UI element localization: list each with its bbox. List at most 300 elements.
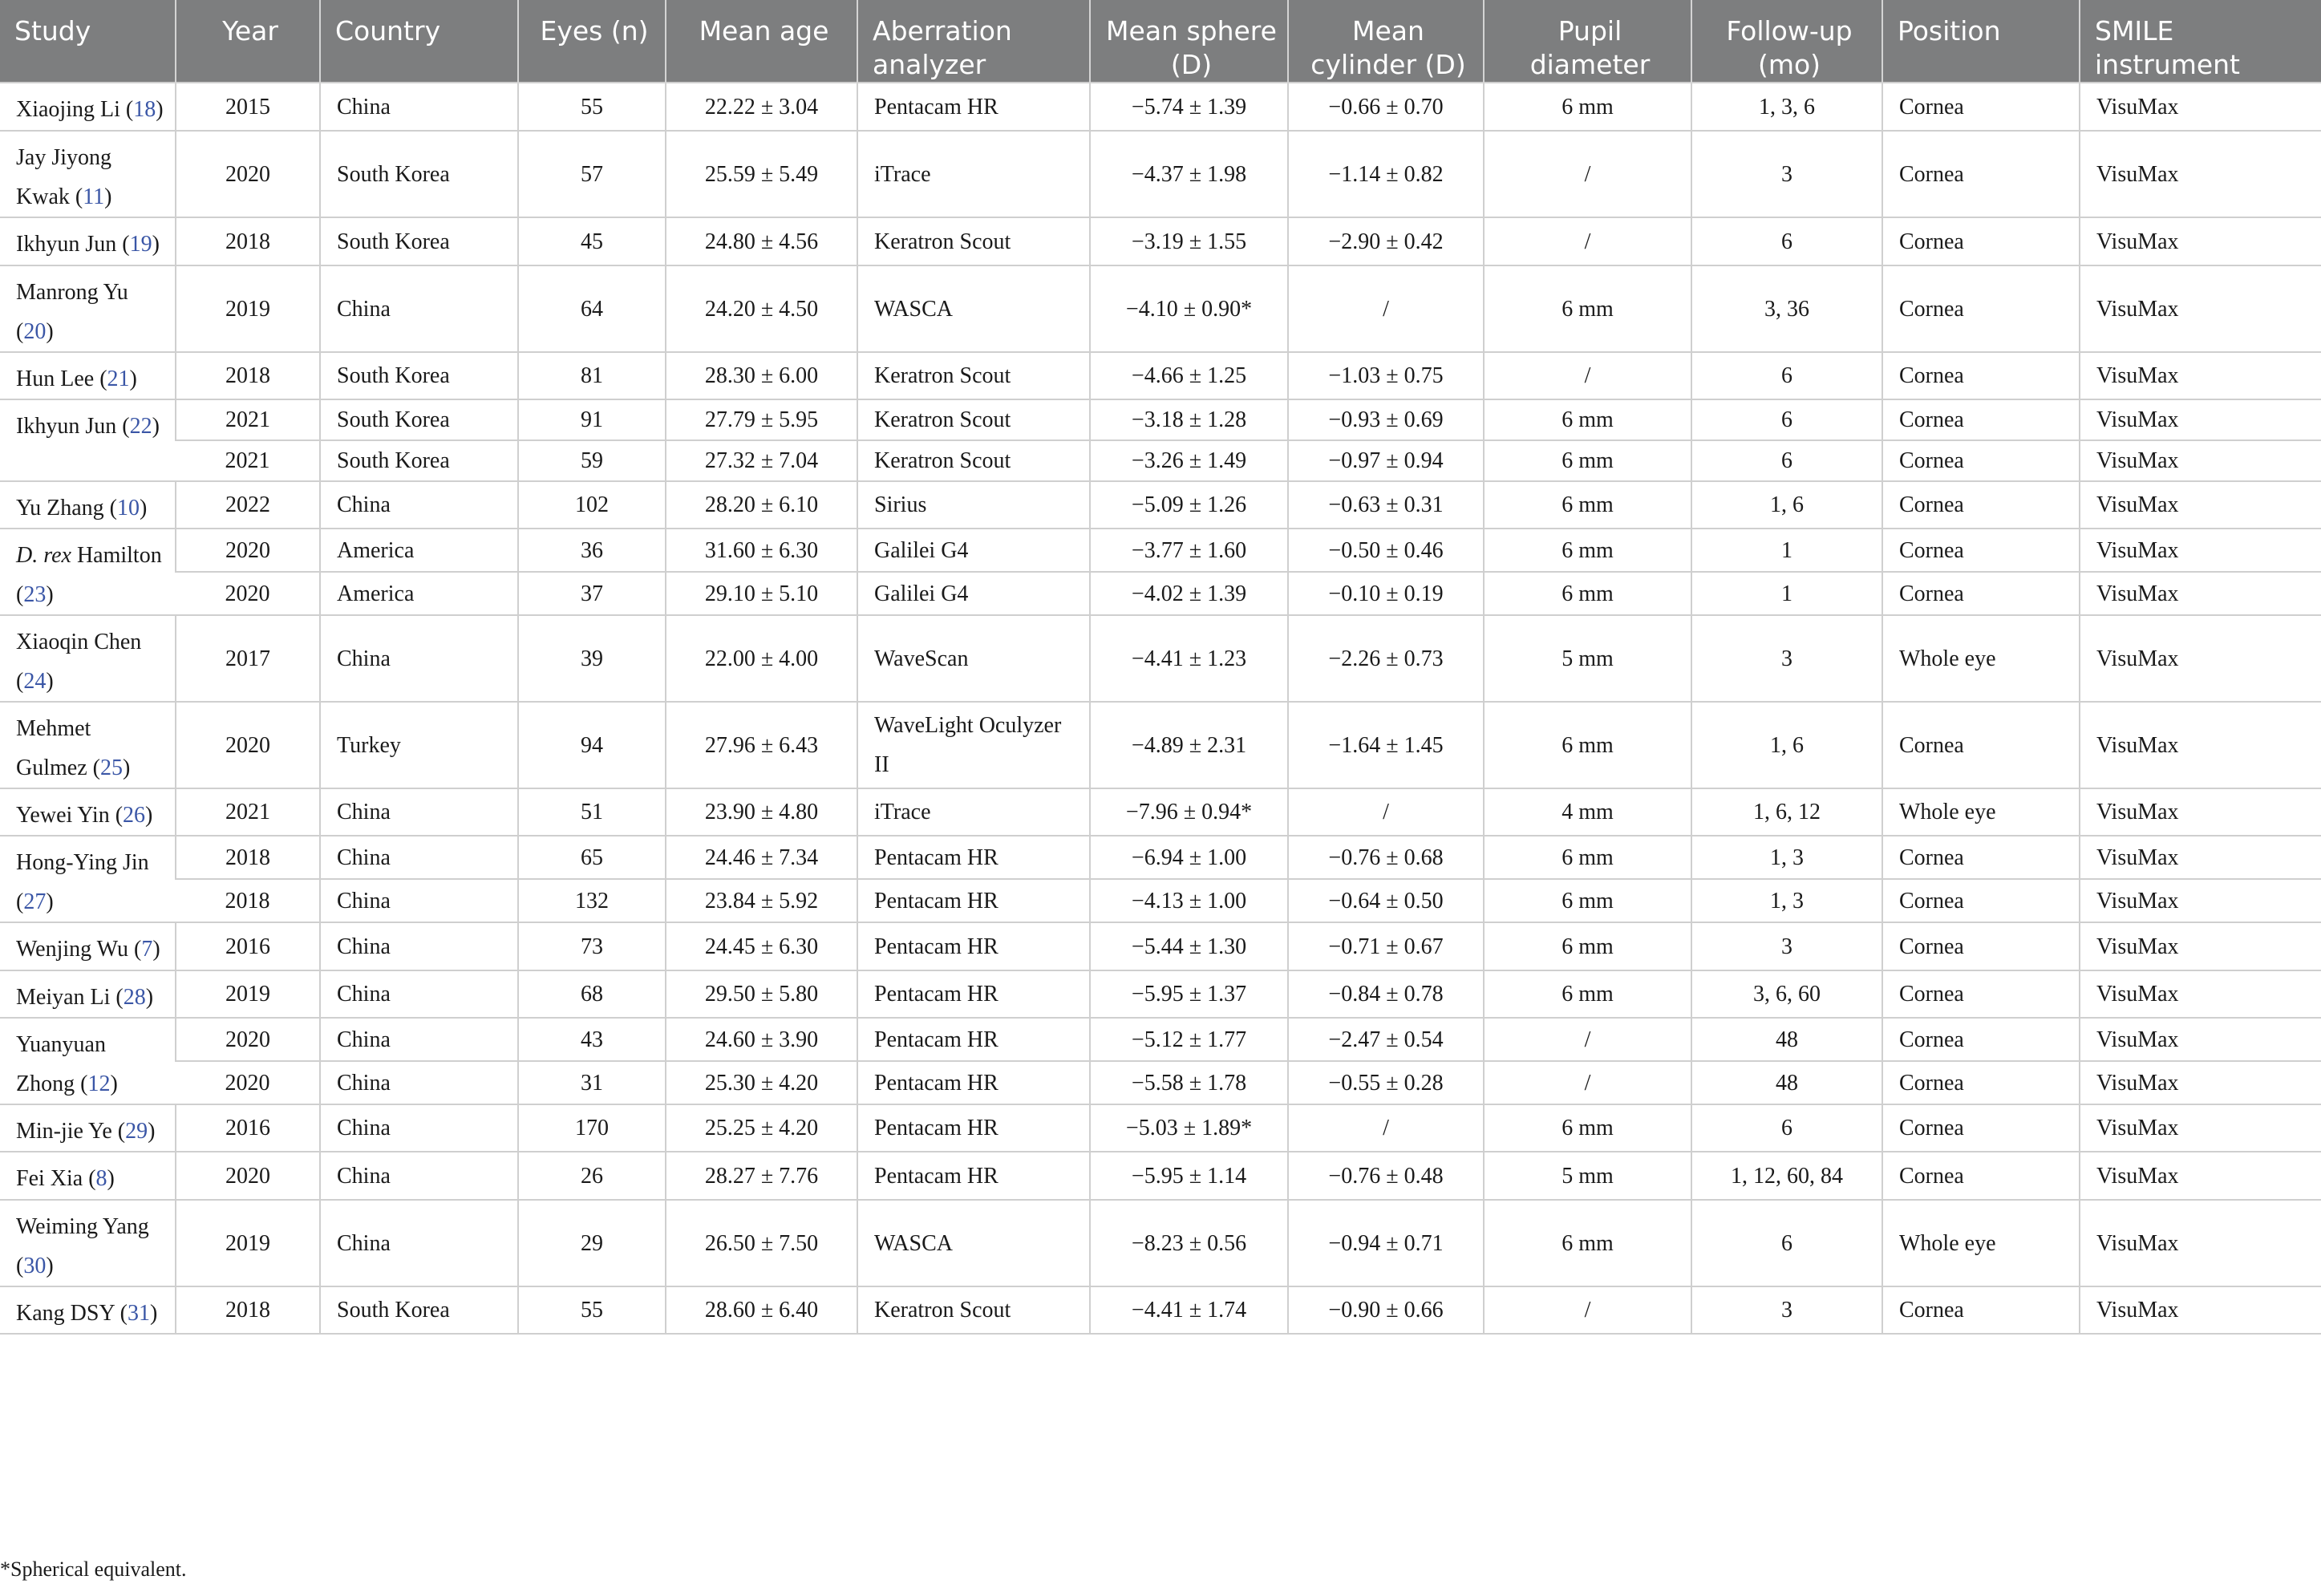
eyes-cell: 37 [518, 572, 666, 615]
study-author: Kang DSY [16, 1301, 115, 1326]
analyzer-cell: Pentacam HR [857, 922, 1090, 970]
sphere-cell: −7.96 ± 0.94* [1090, 788, 1288, 836]
followup-cell: 6 [1691, 399, 1882, 440]
pupil-cell: 5 mm [1484, 615, 1691, 702]
followup-cell: 1, 6, 12 [1691, 788, 1882, 836]
cylinder-cell: −1.14 ± 0.82 [1288, 131, 1484, 217]
year-cell: 2022 [176, 481, 320, 529]
followup-cell: 1, 3 [1691, 879, 1882, 922]
sphere-cell: −4.13 ± 1.00 [1090, 879, 1288, 922]
cylinder-cell: −0.66 ± 0.70 [1288, 83, 1484, 131]
eyes-cell: 43 [518, 1018, 666, 1061]
study-cell: Ikhyun Jun (19) [0, 217, 176, 265]
col-header-position: Position [1882, 0, 2080, 83]
pupil-cell: / [1484, 217, 1691, 265]
country-cell: South Korea [320, 131, 518, 217]
followup-cell: 1, 6 [1691, 481, 1882, 529]
instrument-cell: VisuMax [2080, 1152, 2321, 1200]
eyes-cell: 64 [518, 265, 666, 352]
year-cell: 2020 [176, 1152, 320, 1200]
study-author-prefix: D. rex [16, 543, 71, 568]
cylinder-cell: −0.93 ± 0.69 [1288, 399, 1484, 440]
table-row [0, 922, 2321, 970]
age-cell: 24.80 ± 4.56 [666, 217, 857, 265]
study-cell: Yu Zhang (10) [0, 481, 176, 529]
reference-link[interactable]: 12 [87, 1071, 111, 1096]
position-cell: Cornea [1882, 481, 2080, 529]
analyzer-cell: Pentacam HR [857, 83, 1090, 131]
year-cell: 2015 [176, 83, 320, 131]
cylinder-cell: −0.84 ± 0.78 [1288, 970, 1484, 1018]
table-row [0, 1152, 2321, 1200]
table-row [0, 481, 2321, 529]
country-cell: South Korea [320, 440, 518, 481]
position-cell: Whole eye [1882, 1200, 2080, 1286]
sphere-cell: −4.41 ± 1.23 [1090, 615, 1288, 702]
pupil-cell: 6 mm [1484, 922, 1691, 970]
study-author: Xiaoqin Chen [16, 630, 142, 654]
analyzer-cell: WaveLight Oculyzer II [857, 702, 1090, 788]
eyes-cell: 29 [518, 1200, 666, 1286]
eyes-cell: 81 [518, 352, 666, 399]
analyzer-cell: Pentacam HR [857, 1018, 1090, 1061]
study-cell: Wenjing Wu (7) [0, 922, 176, 970]
position-cell: Whole eye [1882, 615, 2080, 702]
year-cell: 2018 [176, 1286, 320, 1334]
country-cell: South Korea [320, 217, 518, 265]
instrument-cell: VisuMax [2080, 572, 2321, 615]
table-row [0, 572, 2321, 615]
analyzer-cell: Sirius [857, 481, 1090, 529]
sphere-cell: −5.95 ± 1.37 [1090, 970, 1288, 1018]
instrument-cell: VisuMax [2080, 836, 2321, 879]
country-cell: South Korea [320, 1286, 518, 1334]
country-cell: China [320, 879, 518, 922]
followup-cell: 1 [1691, 572, 1882, 615]
country-cell: South Korea [320, 352, 518, 399]
table-row [0, 1018, 2321, 1061]
study-author: Yu Zhang [16, 496, 104, 521]
year-cell: 2018 [176, 836, 320, 879]
table-row [0, 1286, 2321, 1334]
cylinder-cell: −1.03 ± 0.75 [1288, 352, 1484, 399]
cylinder-cell: −0.97 ± 0.94 [1288, 440, 1484, 481]
table-row [0, 1061, 2321, 1104]
instrument-cell: VisuMax [2080, 481, 2321, 529]
followup-cell: 3 [1691, 615, 1882, 702]
year-cell: 2021 [176, 399, 320, 440]
study-cell: Xiaojing Li (18) [0, 83, 176, 131]
table-row [0, 131, 2321, 217]
eyes-cell: 73 [518, 922, 666, 970]
instrument-cell: VisuMax [2080, 1286, 2321, 1334]
reference-link[interactable]: 28 [123, 985, 146, 1010]
instrument-cell: VisuMax [2080, 217, 2321, 265]
pupil-cell: 6 mm [1484, 83, 1691, 131]
sphere-cell: −3.18 ± 1.28 [1090, 399, 1288, 440]
eyes-cell: 57 [518, 131, 666, 217]
position-cell: Cornea [1882, 399, 2080, 440]
year-cell: 2020 [176, 131, 320, 217]
reference-link[interactable]: 24 [23, 669, 47, 694]
study-author: Hong-Ying Jin [16, 850, 149, 875]
col-header-mean-age: Mean age [666, 0, 857, 83]
pupil-cell: 6 mm [1484, 399, 1691, 440]
table-row [0, 836, 2321, 879]
footnote: *Spherical equivalent. [0, 1558, 187, 1581]
sphere-cell: −3.77 ± 1.60 [1090, 529, 1288, 572]
eyes-cell: 45 [518, 217, 666, 265]
pupil-cell: 4 mm [1484, 788, 1691, 836]
pupil-cell: 6 mm [1484, 1104, 1691, 1152]
position-cell: Cornea [1882, 922, 2080, 970]
study-author: Ikhyun Jun [16, 414, 117, 439]
followup-cell: 1, 12, 60, 84 [1691, 1152, 1882, 1200]
analyzer-cell: WaveScan [857, 615, 1090, 702]
study-author: Hamilton [76, 543, 162, 568]
reference-link[interactable]: 20 [23, 319, 47, 344]
country-cell: China [320, 1152, 518, 1200]
cylinder-cell: −1.64 ± 1.45 [1288, 702, 1484, 788]
country-cell: America [320, 572, 518, 615]
pupil-cell: / [1484, 1286, 1691, 1334]
analyzer-cell: WASCA [857, 265, 1090, 352]
instrument-cell: VisuMax [2080, 265, 2321, 352]
eyes-cell: 102 [518, 481, 666, 529]
reference-link[interactable]: 11 [83, 184, 105, 209]
cylinder-cell: / [1288, 265, 1484, 352]
pupil-cell: 6 mm [1484, 1200, 1691, 1286]
study-cell: Xiaoqin Chen (24) [0, 615, 176, 702]
position-cell: Cornea [1882, 217, 2080, 265]
age-cell: 25.30 ± 4.20 [666, 1061, 857, 1104]
age-cell: 28.60 ± 6.40 [666, 1286, 857, 1334]
instrument-cell: VisuMax [2080, 83, 2321, 131]
sphere-cell: −4.10 ± 0.90* [1090, 265, 1288, 352]
table-row [0, 440, 2321, 481]
analyzer-cell: iTrace [857, 788, 1090, 836]
year-cell: 2019 [176, 1200, 320, 1286]
table-row [0, 399, 2321, 440]
study-cell: Yuanyuan Zhong (12) [0, 1018, 176, 1104]
year-cell: 2018 [176, 352, 320, 399]
study-author: Ikhyun Jun [16, 232, 117, 257]
year-cell: 2016 [176, 1104, 320, 1152]
col-header-smile-instrument: SMILE instrument [2080, 0, 2321, 83]
age-cell: 31.60 ± 6.30 [666, 529, 857, 572]
age-cell: 25.25 ± 4.20 [666, 1104, 857, 1152]
country-cell: China [320, 83, 518, 131]
instrument-cell: VisuMax [2080, 1018, 2321, 1061]
table-row [0, 529, 2321, 572]
sphere-cell: −5.44 ± 1.30 [1090, 922, 1288, 970]
age-cell: 26.50 ± 7.50 [666, 1200, 857, 1286]
position-cell: Cornea [1882, 1018, 2080, 1061]
cylinder-cell: −0.64 ± 0.50 [1288, 879, 1484, 922]
position-cell: Cornea [1882, 265, 2080, 352]
reference-link[interactable]: 8 [95, 1166, 107, 1191]
reference-link[interactable]: 22 [129, 414, 152, 439]
followup-cell: 6 [1691, 1200, 1882, 1286]
col-header-follow-up: Follow-up (mo) [1691, 0, 1882, 83]
pupil-cell: 6 mm [1484, 879, 1691, 922]
year-cell: 2021 [176, 440, 320, 481]
followup-cell: 1 [1691, 529, 1882, 572]
reference-link[interactable]: 7 [141, 937, 153, 962]
sphere-cell: −3.19 ± 1.55 [1090, 217, 1288, 265]
study-cell: Kang DSY (31) [0, 1286, 176, 1334]
analyzer-cell: Pentacam HR [857, 1104, 1090, 1152]
table-row [0, 879, 2321, 922]
study-cell: Min-jie Ye (29) [0, 1104, 176, 1152]
position-cell: Cornea [1882, 529, 2080, 572]
study-cell: Hong-Ying Jin (27) [0, 836, 176, 922]
age-cell: 28.30 ± 6.00 [666, 352, 857, 399]
reference-link[interactable]: 31 [127, 1301, 150, 1326]
position-cell: Cornea [1882, 702, 2080, 788]
cylinder-cell: / [1288, 1104, 1484, 1152]
reference-link[interactable]: 25 [99, 755, 123, 780]
analyzer-cell: Pentacam HR [857, 1152, 1090, 1200]
instrument-cell: VisuMax [2080, 702, 2321, 788]
header-row [0, 0, 2321, 83]
country-cell: China [320, 1104, 518, 1152]
table-row [0, 352, 2321, 399]
country-cell: China [320, 1061, 518, 1104]
eyes-cell: 65 [518, 836, 666, 879]
pupil-cell: 6 mm [1484, 529, 1691, 572]
cylinder-cell: −0.76 ± 0.48 [1288, 1152, 1484, 1200]
study-author: Manrong Yu [16, 280, 128, 305]
pupil-cell: 6 mm [1484, 481, 1691, 529]
eyes-cell: 51 [518, 788, 666, 836]
sphere-cell: −5.12 ± 1.77 [1090, 1018, 1288, 1061]
country-cell: China [320, 615, 518, 702]
sphere-cell: −4.66 ± 1.25 [1090, 352, 1288, 399]
age-cell: 29.50 ± 5.80 [666, 970, 857, 1018]
age-cell: 22.00 ± 4.00 [666, 615, 857, 702]
country-cell: China [320, 1018, 518, 1061]
instrument-cell: VisuMax [2080, 529, 2321, 572]
col-header-eyes: Eyes (n) [518, 0, 666, 83]
pupil-cell: / [1484, 1018, 1691, 1061]
pupil-cell: 6 mm [1484, 702, 1691, 788]
analyzer-cell: Keratron Scout [857, 399, 1090, 440]
study-author: Yewei Yin [16, 803, 110, 828]
sphere-cell: −4.89 ± 2.31 [1090, 702, 1288, 788]
analyzer-cell: Keratron Scout [857, 1286, 1090, 1334]
instrument-cell: VisuMax [2080, 970, 2321, 1018]
sphere-cell: −4.02 ± 1.39 [1090, 572, 1288, 615]
eyes-cell: 91 [518, 399, 666, 440]
year-cell: 2020 [176, 572, 320, 615]
study-author: Meiyan Li [16, 985, 111, 1010]
eyes-cell: 132 [518, 879, 666, 922]
analyzer-cell: Keratron Scout [857, 217, 1090, 265]
instrument-cell: VisuMax [2080, 131, 2321, 217]
followup-cell: 1, 3 [1691, 836, 1882, 879]
followup-cell: 1, 6 [1691, 702, 1882, 788]
cylinder-cell: −0.94 ± 0.71 [1288, 1200, 1484, 1286]
age-cell: 27.79 ± 5.95 [666, 399, 857, 440]
instrument-cell: VisuMax [2080, 440, 2321, 481]
year-cell: 2020 [176, 1061, 320, 1104]
table-row [0, 1104, 2321, 1152]
table-row [0, 1200, 2321, 1286]
analyzer-cell: Keratron Scout [857, 440, 1090, 481]
age-cell: 24.46 ± 7.34 [666, 836, 857, 879]
country-cell: China [320, 481, 518, 529]
year-cell: 2020 [176, 702, 320, 788]
followup-cell: 48 [1691, 1061, 1882, 1104]
country-cell: China [320, 265, 518, 352]
analyzer-cell: Pentacam HR [857, 879, 1090, 922]
cylinder-cell: / [1288, 788, 1484, 836]
instrument-cell: VisuMax [2080, 615, 2321, 702]
analyzer-cell: Pentacam HR [857, 836, 1090, 879]
cylinder-cell: −2.90 ± 0.42 [1288, 217, 1484, 265]
instrument-cell: VisuMax [2080, 352, 2321, 399]
age-cell: 29.10 ± 5.10 [666, 572, 857, 615]
table-row [0, 83, 2321, 131]
age-cell: 22.22 ± 3.04 [666, 83, 857, 131]
table-row [0, 970, 2321, 1018]
study-author: Weiming Yang [16, 1214, 149, 1239]
position-cell: Cornea [1882, 836, 2080, 879]
followup-cell: 3 [1691, 922, 1882, 970]
age-cell: 27.32 ± 7.04 [666, 440, 857, 481]
col-header-mean-sphere: Mean sphere (D) [1090, 0, 1288, 83]
sphere-cell: −5.95 ± 1.14 [1090, 1152, 1288, 1200]
pupil-cell: 5 mm [1484, 1152, 1691, 1200]
country-cell: China [320, 836, 518, 879]
pupil-cell: 6 mm [1484, 265, 1691, 352]
position-cell: Cornea [1882, 83, 2080, 131]
table-body [0, 83, 2321, 1334]
year-cell: 2019 [176, 265, 320, 352]
followup-cell: 6 [1691, 352, 1882, 399]
year-cell: 2020 [176, 529, 320, 572]
eyes-cell: 26 [518, 1152, 666, 1200]
position-cell: Cornea [1882, 1104, 2080, 1152]
reference-link[interactable]: 10 [116, 496, 140, 521]
pupil-cell: / [1484, 352, 1691, 399]
age-cell: 24.20 ± 4.50 [666, 265, 857, 352]
followup-cell: 6 [1691, 217, 1882, 265]
year-cell: 2021 [176, 788, 320, 836]
sphere-cell: −8.23 ± 0.56 [1090, 1200, 1288, 1286]
cylinder-cell: −0.50 ± 0.46 [1288, 529, 1484, 572]
position-cell: Cornea [1882, 1152, 2080, 1200]
age-cell: 25.59 ± 5.49 [666, 131, 857, 217]
year-cell: 2019 [176, 970, 320, 1018]
position-cell: Cornea [1882, 879, 2080, 922]
cylinder-cell: −2.26 ± 0.73 [1288, 615, 1484, 702]
cylinder-cell: −0.10 ± 0.19 [1288, 572, 1484, 615]
age-cell: 28.20 ± 6.10 [666, 481, 857, 529]
reference-link[interactable]: 19 [129, 232, 152, 257]
study-cell: Jay Jiyong Kwak (11) [0, 131, 176, 217]
study-cell: Hun Lee (21) [0, 352, 176, 399]
instrument-cell: VisuMax [2080, 922, 2321, 970]
followup-cell: 3, 6, 60 [1691, 970, 1882, 1018]
eyes-cell: 31 [518, 1061, 666, 1104]
eyes-cell: 39 [518, 615, 666, 702]
instrument-cell: VisuMax [2080, 1200, 2321, 1286]
cylinder-cell: −2.47 ± 0.54 [1288, 1018, 1484, 1061]
sphere-cell: −5.58 ± 1.78 [1090, 1061, 1288, 1104]
position-cell: Cornea [1882, 572, 2080, 615]
country-cell: South Korea [320, 399, 518, 440]
study-author: Mehmet Gulmez [16, 716, 91, 780]
col-header-aberration-analyzer: Aberration analyzer [857, 0, 1090, 83]
instrument-cell: VisuMax [2080, 399, 2321, 440]
col-header-mean-cylinder: Mean cylinder (D) [1288, 0, 1484, 83]
country-cell: China [320, 922, 518, 970]
eyes-cell: 36 [518, 529, 666, 572]
reference-link[interactable]: 18 [133, 97, 156, 122]
instrument-cell: VisuMax [2080, 879, 2321, 922]
reference-link[interactable]: 26 [123, 803, 146, 828]
analyzer-cell: Galilei G4 [857, 572, 1090, 615]
analyzer-cell: iTrace [857, 131, 1090, 217]
cylinder-cell: −0.55 ± 0.28 [1288, 1061, 1484, 1104]
year-cell: 2016 [176, 922, 320, 970]
analyzer-cell: WASCA [857, 1200, 1090, 1286]
position-cell: Cornea [1882, 131, 2080, 217]
pupil-cell: 6 mm [1484, 572, 1691, 615]
country-cell: America [320, 529, 518, 572]
instrument-cell: VisuMax [2080, 1104, 2321, 1152]
eyes-cell: 170 [518, 1104, 666, 1152]
instrument-cell: VisuMax [2080, 788, 2321, 836]
cylinder-cell: −0.63 ± 0.31 [1288, 481, 1484, 529]
col-header-pupil-diameter: Pupil diameter [1484, 0, 1691, 83]
instrument-cell: VisuMax [2080, 1061, 2321, 1104]
table-row [0, 265, 2321, 352]
position-cell: Cornea [1882, 1061, 2080, 1104]
reference-link[interactable]: 29 [125, 1119, 148, 1144]
sphere-cell: −5.74 ± 1.39 [1090, 83, 1288, 131]
study-author: Hun Lee [16, 367, 95, 391]
col-header-study: Study [0, 0, 176, 83]
study-author: Min-jie Ye [16, 1119, 112, 1144]
followup-cell: 48 [1691, 1018, 1882, 1061]
study-author: Yuanyuan Zhong [16, 1032, 106, 1096]
age-cell: 23.84 ± 5.92 [666, 879, 857, 922]
followup-cell: 3, 36 [1691, 265, 1882, 352]
year-cell: 2017 [176, 615, 320, 702]
cylinder-cell: −0.71 ± 0.67 [1288, 922, 1484, 970]
table-row [0, 615, 2321, 702]
reference-link[interactable]: 27 [23, 889, 47, 914]
sphere-cell: −6.94 ± 1.00 [1090, 836, 1288, 879]
age-cell: 24.45 ± 6.30 [666, 922, 857, 970]
reference-link[interactable]: 21 [107, 367, 130, 391]
position-cell: Cornea [1882, 440, 2080, 481]
reference-link[interactable]: 23 [23, 582, 47, 607]
reference-link[interactable]: 30 [23, 1254, 47, 1278]
year-cell: 2020 [176, 1018, 320, 1061]
pupil-cell: / [1484, 1061, 1691, 1104]
study-cell: Mehmet Gulmez (25) [0, 702, 176, 788]
pupil-cell: / [1484, 131, 1691, 217]
sphere-cell: −5.03 ± 1.89* [1090, 1104, 1288, 1152]
study-cell: Weiming Yang (30) [0, 1200, 176, 1286]
study-cell: D. rex Hamilton (23) [0, 529, 176, 615]
followup-cell: 3 [1691, 1286, 1882, 1334]
pupil-cell: 6 mm [1484, 970, 1691, 1018]
